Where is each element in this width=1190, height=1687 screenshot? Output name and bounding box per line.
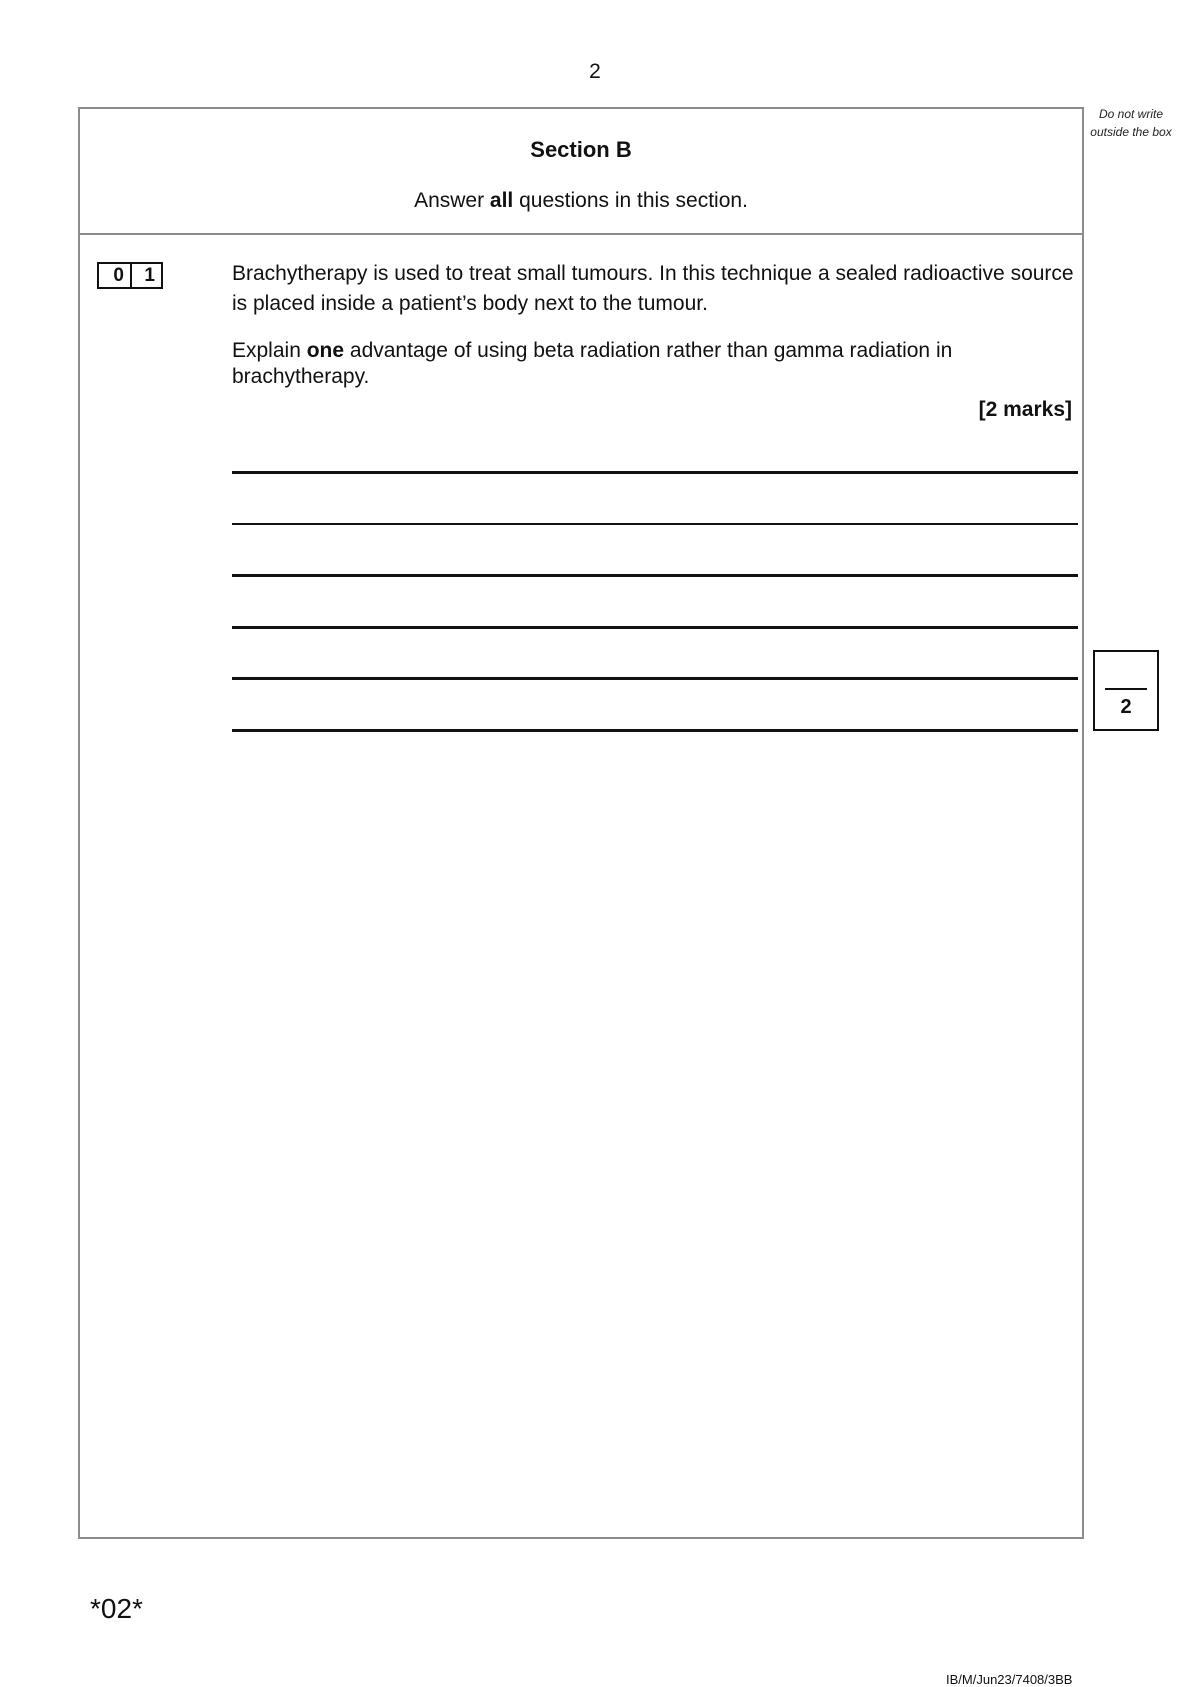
mark-score-box (1093, 650, 1159, 731)
marks-label: [2 marks] (978, 398, 1072, 421)
page-number: 2 (589, 60, 601, 83)
prompt-emphasis: one (306, 339, 345, 362)
section-title: Section B (530, 137, 632, 162)
question-number-digit: 0 (113, 265, 124, 286)
instruction-text-start: Answer (414, 189, 490, 212)
prompt-text-start: Explain (232, 339, 307, 362)
instruction-text-end: questions in this section. (513, 189, 748, 212)
score-box-rule (1105, 688, 1147, 690)
answer-frame (78, 107, 1084, 1539)
question-prompt (232, 338, 1092, 390)
page-code: *02* (90, 1593, 143, 1624)
question-stem: Brachytherapy is used to treat small tumours. In this technique a sealed radioactive source is placed inside a patient’s body next to the tumour. (232, 262, 1074, 315)
footer-reference: IB/M/Jun23/7408/3BB (946, 1672, 1073, 1687)
answer-line[interactable] (232, 677, 1078, 680)
answer-line[interactable] (232, 729, 1078, 732)
question-number-digit: 1 (130, 264, 161, 287)
section-header (80, 109, 1082, 235)
section-instruction (80, 189, 1082, 213)
question-number-box (97, 262, 163, 289)
answer-line[interactable] (232, 626, 1078, 629)
score-box-total: 2 (1120, 696, 1132, 718)
answer-line[interactable] (232, 523, 1078, 525)
prompt-text-end: advantage of using beta radiation rather than gamma radiation in brachytherapy. (232, 339, 953, 388)
instruction-emphasis: all (489, 189, 514, 212)
answer-line[interactable] (232, 471, 1078, 474)
answer-line[interactable] (232, 574, 1078, 577)
margin-note: Do not write outside the box (1090, 107, 1172, 139)
